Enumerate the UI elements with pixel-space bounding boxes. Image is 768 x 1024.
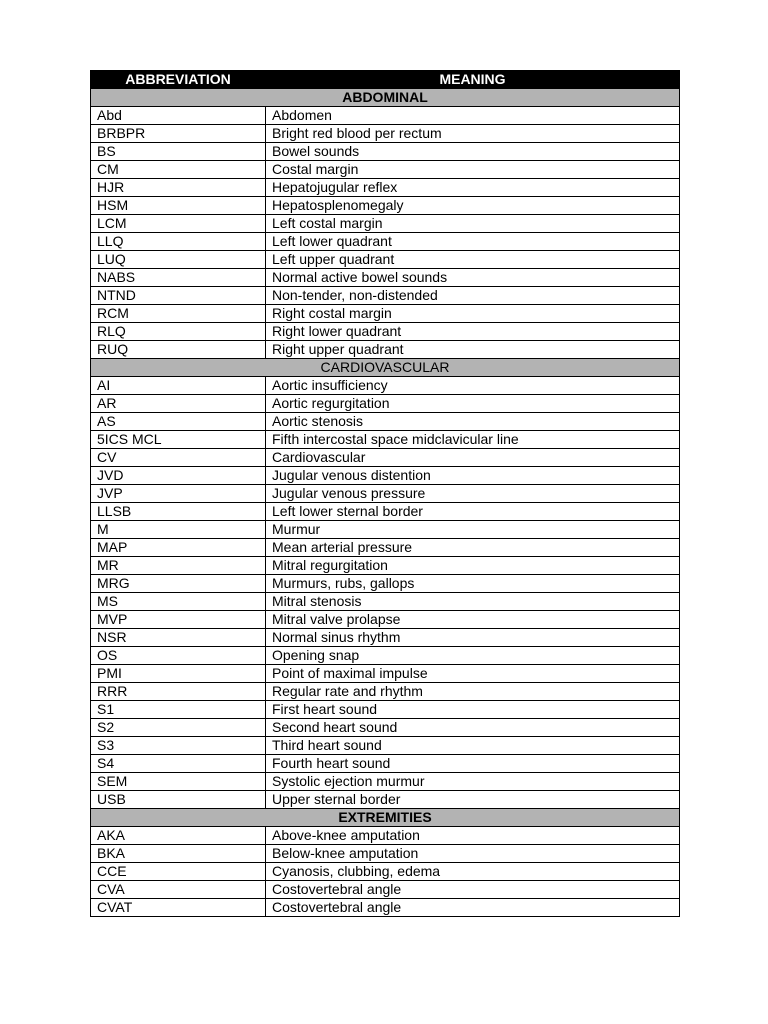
meaning-cell: Hepatojugular reflex [266, 179, 680, 197]
abbreviation-cell: Abd [91, 107, 266, 125]
meaning-cell: Mitral valve prolapse [266, 611, 680, 629]
abbreviation-cell: M [91, 521, 266, 539]
table-row [91, 737, 680, 755]
meaning-cell: Left costal margin [266, 215, 680, 233]
meaning-cell: Systolic ejection murmur [266, 773, 680, 791]
abbreviation-cell: MAP [91, 539, 266, 557]
table-row [91, 503, 680, 521]
meaning-cell: Above-knee amputation [266, 827, 680, 845]
table-row [91, 305, 680, 323]
abbreviation-cell: LLSB [91, 503, 266, 521]
table-row [91, 881, 680, 899]
abbreviation-cell: MR [91, 557, 266, 575]
abbreviation-cell: OS [91, 647, 266, 665]
table-row [91, 683, 680, 701]
table-row [91, 719, 680, 737]
meaning-cell: Murmurs, rubs, gallops [266, 575, 680, 593]
meaning-cell: Upper sternal border [266, 791, 680, 809]
section-title: ABDOMINAL [91, 89, 680, 107]
meaning-cell: Right costal margin [266, 305, 680, 323]
table-row [91, 143, 680, 161]
abbreviation-cell: RRR [91, 683, 266, 701]
table-row [91, 215, 680, 233]
meaning-column-header: MEANING [266, 71, 680, 89]
abbreviation-table [90, 70, 680, 917]
table-row [91, 251, 680, 269]
abbreviation-cell: BS [91, 143, 266, 161]
meaning-cell: Normal sinus rhythm [266, 629, 680, 647]
meaning-cell: Murmur [266, 521, 680, 539]
table-row [91, 233, 680, 251]
table-row [91, 521, 680, 539]
meaning-cell: Abdomen [266, 107, 680, 125]
table-row [91, 845, 680, 863]
abbreviation-cell: S2 [91, 719, 266, 737]
header-row [91, 71, 680, 89]
abbreviation-cell: LLQ [91, 233, 266, 251]
table-row [91, 197, 680, 215]
meaning-cell: Right upper quadrant [266, 341, 680, 359]
meaning-cell: Costovertebral angle [266, 881, 680, 899]
meaning-cell: Non-tender, non-distended [266, 287, 680, 305]
meaning-cell: Right lower quadrant [266, 323, 680, 341]
abbreviation-cell: NSR [91, 629, 266, 647]
meaning-cell: Left lower quadrant [266, 233, 680, 251]
table-row [91, 629, 680, 647]
abbreviation-cell: CM [91, 161, 266, 179]
section-header-row [91, 359, 680, 377]
meaning-cell: Mitral regurgitation [266, 557, 680, 575]
table-row [91, 827, 680, 845]
table-row [91, 125, 680, 143]
abbreviation-cell: S1 [91, 701, 266, 719]
abbreviation-cell: RUQ [91, 341, 266, 359]
table-row [91, 557, 680, 575]
abbreviation-cell: CVAT [91, 899, 266, 917]
meaning-cell: Aortic regurgitation [266, 395, 680, 413]
table-row [91, 575, 680, 593]
meaning-cell: Fifth intercostal space midclavicular line [266, 431, 680, 449]
abbreviation-cell: RLQ [91, 323, 266, 341]
table-row [91, 539, 680, 557]
abbreviation-cell: S3 [91, 737, 266, 755]
meaning-cell: Costovertebral angle [266, 899, 680, 917]
meaning-cell: Fourth heart sound [266, 755, 680, 773]
abbreviation-cell: NABS [91, 269, 266, 287]
abbreviation-cell: 5ICS MCL [91, 431, 266, 449]
section-header-row [91, 89, 680, 107]
meaning-cell: Costal margin [266, 161, 680, 179]
table-row [91, 161, 680, 179]
section-title: CARDIOVASCULAR [91, 359, 680, 377]
table-row [91, 341, 680, 359]
table-body [91, 89, 680, 917]
meaning-cell: Third heart sound [266, 737, 680, 755]
section-title: EXTREMITIES [91, 809, 680, 827]
abbreviation-cell: MVP [91, 611, 266, 629]
section-header-row [91, 809, 680, 827]
meaning-cell: Normal active bowel sounds [266, 269, 680, 287]
abbreviation-cell: CV [91, 449, 266, 467]
meaning-cell: Opening snap [266, 647, 680, 665]
table-row [91, 773, 680, 791]
table-row [91, 755, 680, 773]
abbreviation-cell: CVA [91, 881, 266, 899]
table-row [91, 665, 680, 683]
table-row [91, 899, 680, 917]
abbreviation-cell: MS [91, 593, 266, 611]
table-row [91, 287, 680, 305]
abbreviation-cell: SEM [91, 773, 266, 791]
abbreviation-cell: NTND [91, 287, 266, 305]
table-row [91, 791, 680, 809]
table-header [91, 71, 680, 89]
abbreviation-cell: JVD [91, 467, 266, 485]
table-row [91, 467, 680, 485]
abbreviation-cell: S4 [91, 755, 266, 773]
abbreviation-cell: BRBPR [91, 125, 266, 143]
meaning-cell: Second heart sound [266, 719, 680, 737]
meaning-cell: Left upper quadrant [266, 251, 680, 269]
table-row [91, 647, 680, 665]
meaning-cell: Mitral stenosis [266, 593, 680, 611]
abbreviation-cell: BKA [91, 845, 266, 863]
abbreviation-cell: AS [91, 413, 266, 431]
table-row [91, 269, 680, 287]
table-row [91, 863, 680, 881]
table-row [91, 611, 680, 629]
table-row [91, 449, 680, 467]
meaning-cell: Bowel sounds [266, 143, 680, 161]
table-row [91, 413, 680, 431]
meaning-cell: Cardiovascular [266, 449, 680, 467]
meaning-cell: Left lower sternal border [266, 503, 680, 521]
meaning-cell: Below-knee amputation [266, 845, 680, 863]
meaning-cell: Jugular venous distention [266, 467, 680, 485]
abbreviation-cell: AR [91, 395, 266, 413]
table-row [91, 179, 680, 197]
table-row [91, 107, 680, 125]
abbreviation-cell: LUQ [91, 251, 266, 269]
meaning-cell: Jugular venous pressure [266, 485, 680, 503]
abbreviation-cell: CCE [91, 863, 266, 881]
table-row [91, 395, 680, 413]
abbreviation-cell: MRG [91, 575, 266, 593]
table-row [91, 593, 680, 611]
abbreviation-cell: LCM [91, 215, 266, 233]
abbreviation-column-header: ABBREVIATION [91, 71, 266, 89]
table-row [91, 485, 680, 503]
table-row [91, 377, 680, 395]
abbreviation-cell: AI [91, 377, 266, 395]
meaning-cell: Mean arterial pressure [266, 539, 680, 557]
abbreviation-cell: HSM [91, 197, 266, 215]
table-row [91, 701, 680, 719]
meaning-cell: Aortic insufficiency [266, 377, 680, 395]
abbreviation-cell: USB [91, 791, 266, 809]
meaning-cell: Aortic stenosis [266, 413, 680, 431]
meaning-cell: Cyanosis, clubbing, edema [266, 863, 680, 881]
abbreviation-cell: AKA [91, 827, 266, 845]
abbreviation-cell: PMI [91, 665, 266, 683]
meaning-cell: Regular rate and rhythm [266, 683, 680, 701]
table-row [91, 323, 680, 341]
abbreviation-cell: HJR [91, 179, 266, 197]
meaning-cell: Hepatosplenomegaly [266, 197, 680, 215]
abbreviation-cell: RCM [91, 305, 266, 323]
table-row [91, 431, 680, 449]
abbreviation-cell: JVP [91, 485, 266, 503]
meaning-cell: First heart sound [266, 701, 680, 719]
meaning-cell: Point of maximal impulse [266, 665, 680, 683]
meaning-cell: Bright red blood per rectum [266, 125, 680, 143]
